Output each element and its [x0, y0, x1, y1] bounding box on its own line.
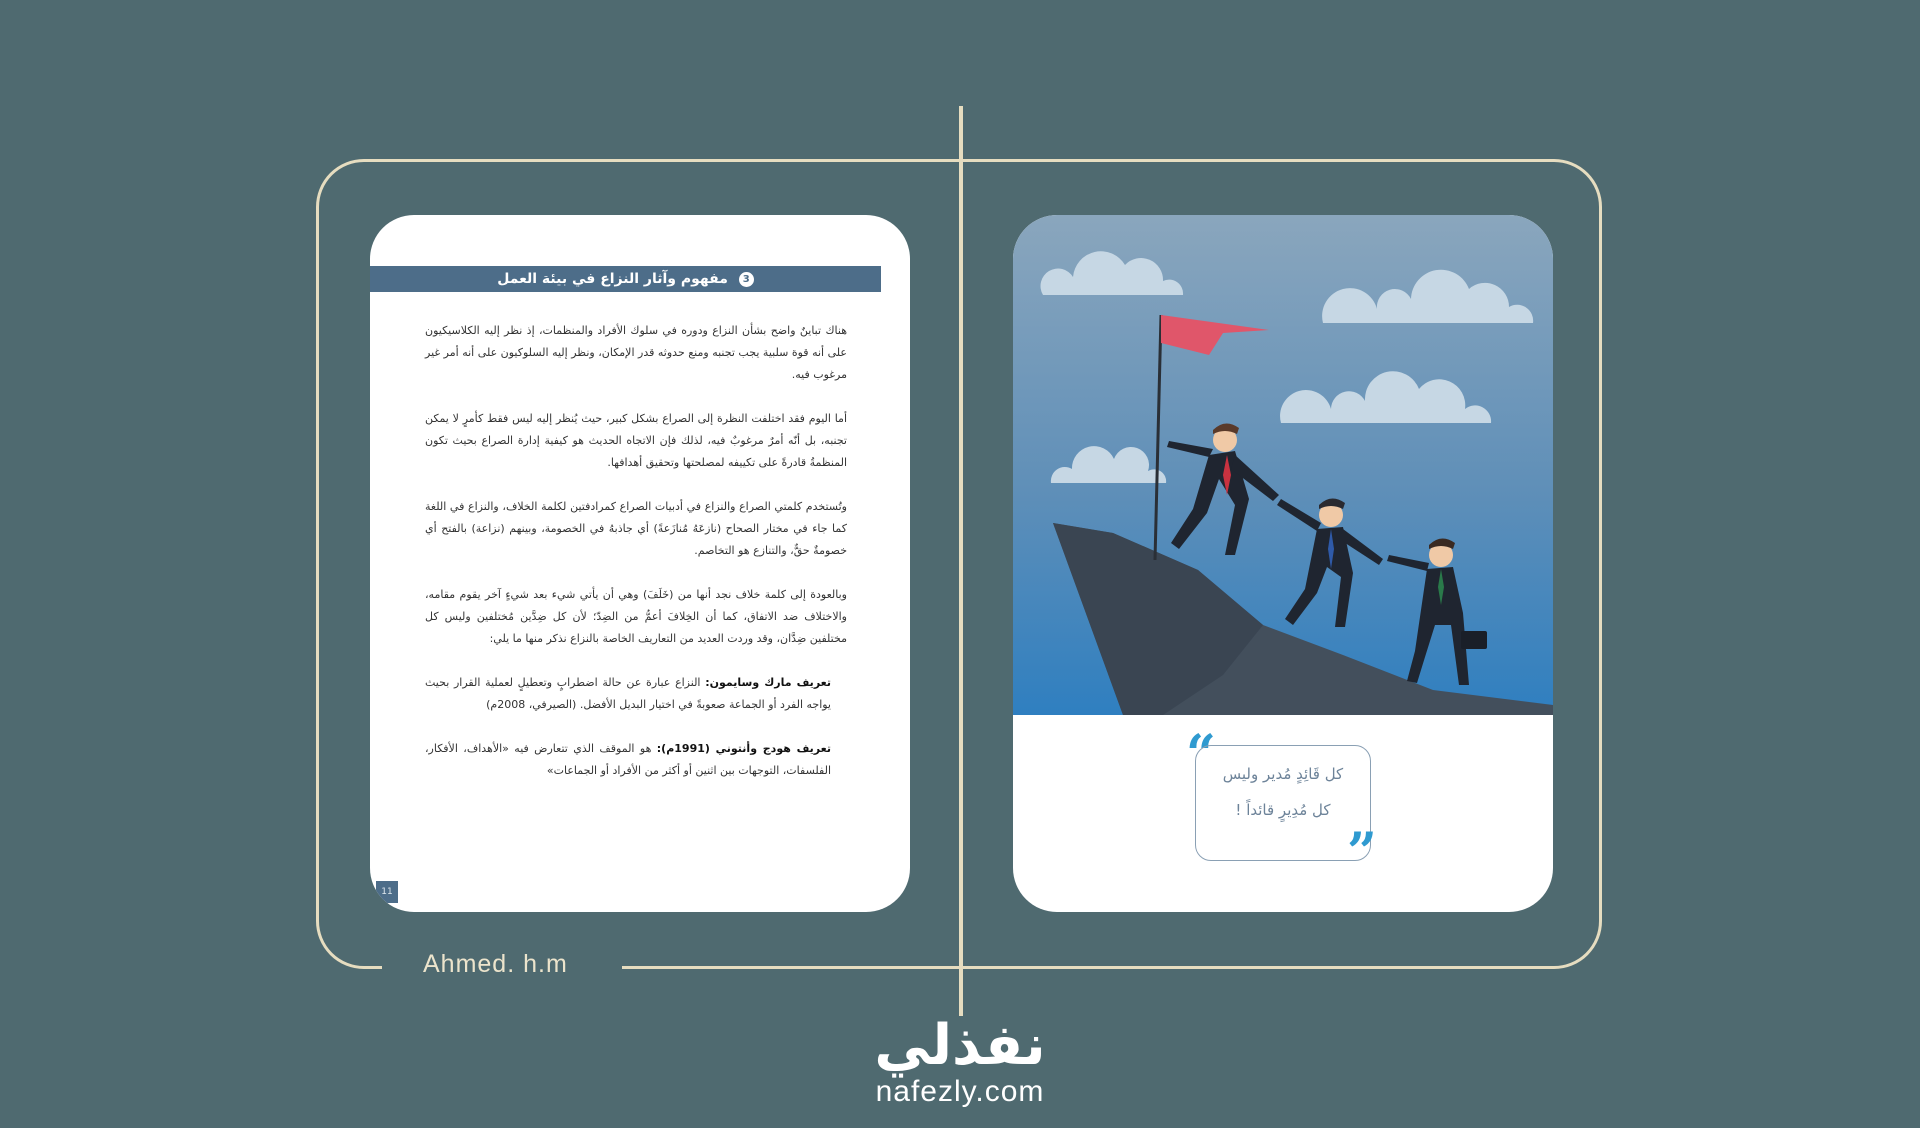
- section-heading-text: مفهوم وآثار النزاع في بيئة العمل: [497, 271, 728, 287]
- quote-line: كل مُدِيرٍ قائداً !: [1235, 801, 1331, 819]
- paragraph: أما اليوم فقد اختلفت النظرة إلى الصراع بشكل كبير، حيث يُنظر إليه ليس فقط كأمرٍ لا يمكن تجنبه، بل أنّه أمرٌ مرغوبٌ فيه، لذلك فإن الاتجاه الحديث هو كيفية إدارة الصراع بحيث تكون المنظمةُ قادرةً على تكييفه لمصلحتها وتحقيق أهدافها.: [425, 412, 847, 469]
- section-number-badge: 3: [739, 272, 754, 287]
- page-number: 11: [376, 881, 398, 903]
- right-page: [1013, 215, 1553, 912]
- definition-term: تعريف هودج وأنتوني (1991م):: [656, 742, 831, 755]
- mountain-climbing-illustration: [1013, 215, 1553, 715]
- quote-line: كل قَائِدٍ مُدير وليس: [1222, 765, 1344, 783]
- definition: [425, 738, 831, 782]
- author-signature: Ahmed. h.m: [423, 950, 568, 978]
- paragraph: وبالعودة إلى كلمة خلاف نجد أنها من (خَلَفَ) وهي أن يأتي شيء بعد شيءٍ آخر يقوم مقامه، والاختلاف ضد الاتفاق، كما أن الخِلافَ أعمُّ من الضِدّ؛ لأن كل ضِدَّين مُختلفين وليس كل مختلفين ضِدَّان، وقد وردت العديد من التعاريف الخاصة بالنزاع نذكر منها ما يلي:: [425, 588, 847, 645]
- nafezly-logo: [850, 1015, 1070, 1107]
- close-quote-icon: ”: [1347, 822, 1377, 883]
- quote-box: [1195, 745, 1371, 861]
- left-page: [370, 215, 910, 912]
- definition: [425, 672, 831, 716]
- logo-arabic: نفذلي: [874, 1013, 1046, 1078]
- body-text: [425, 320, 847, 804]
- section-heading: [370, 266, 881, 292]
- definition-term: تعريف مارك وسايمون:: [705, 676, 831, 689]
- paragraph: هناك تباينٌ واضح بشأن النزاع ودوره في سلوك الأفراد والمنظمات، إذ نظر إليه الكلاسيكيون على أنه قوة سلبية يجب تجنبه ومنع حدوثه قدر الإمكان، ونظر إليه السلوكيون على أنه أمر غير مرغوب فيه.: [425, 324, 847, 381]
- definition-text: النزاع عبارة عن حالة اضطرابٍ وتعطيلٍ لعملية القرار بحيث يواجه الفرد أو الجماعة صعوبةً في اختيار البديل الأفضل. (الصيرفي، 2008م): [425, 676, 831, 711]
- spine-divider: [959, 106, 963, 1016]
- open-quote-icon: “: [1186, 724, 1216, 785]
- logo-latin: nafezly.com: [875, 1075, 1045, 1108]
- paragraph: وتُستخدم كلمتي الصراع والنزاع في أدبيات الصراع كمرادفتين لكلمة الخلاف، والنزاع في اللغة كما جاء في مختار الصحاح (نازعَهُ مُنازَعةً) أي جاذبهُ في الخصومة، وبينهم (نزاعة) بالفتح أي خصومةٌ حقٌّ، والتنازع هو التخاصم.: [425, 500, 847, 557]
- definition-text: هو الموقف الذي تتعارض فيه «الأهداف، الأفكار، الفلسفات، التوجهات بين اثنين أو أكثر من الأفراد أو الجماعات»: [425, 742, 831, 777]
